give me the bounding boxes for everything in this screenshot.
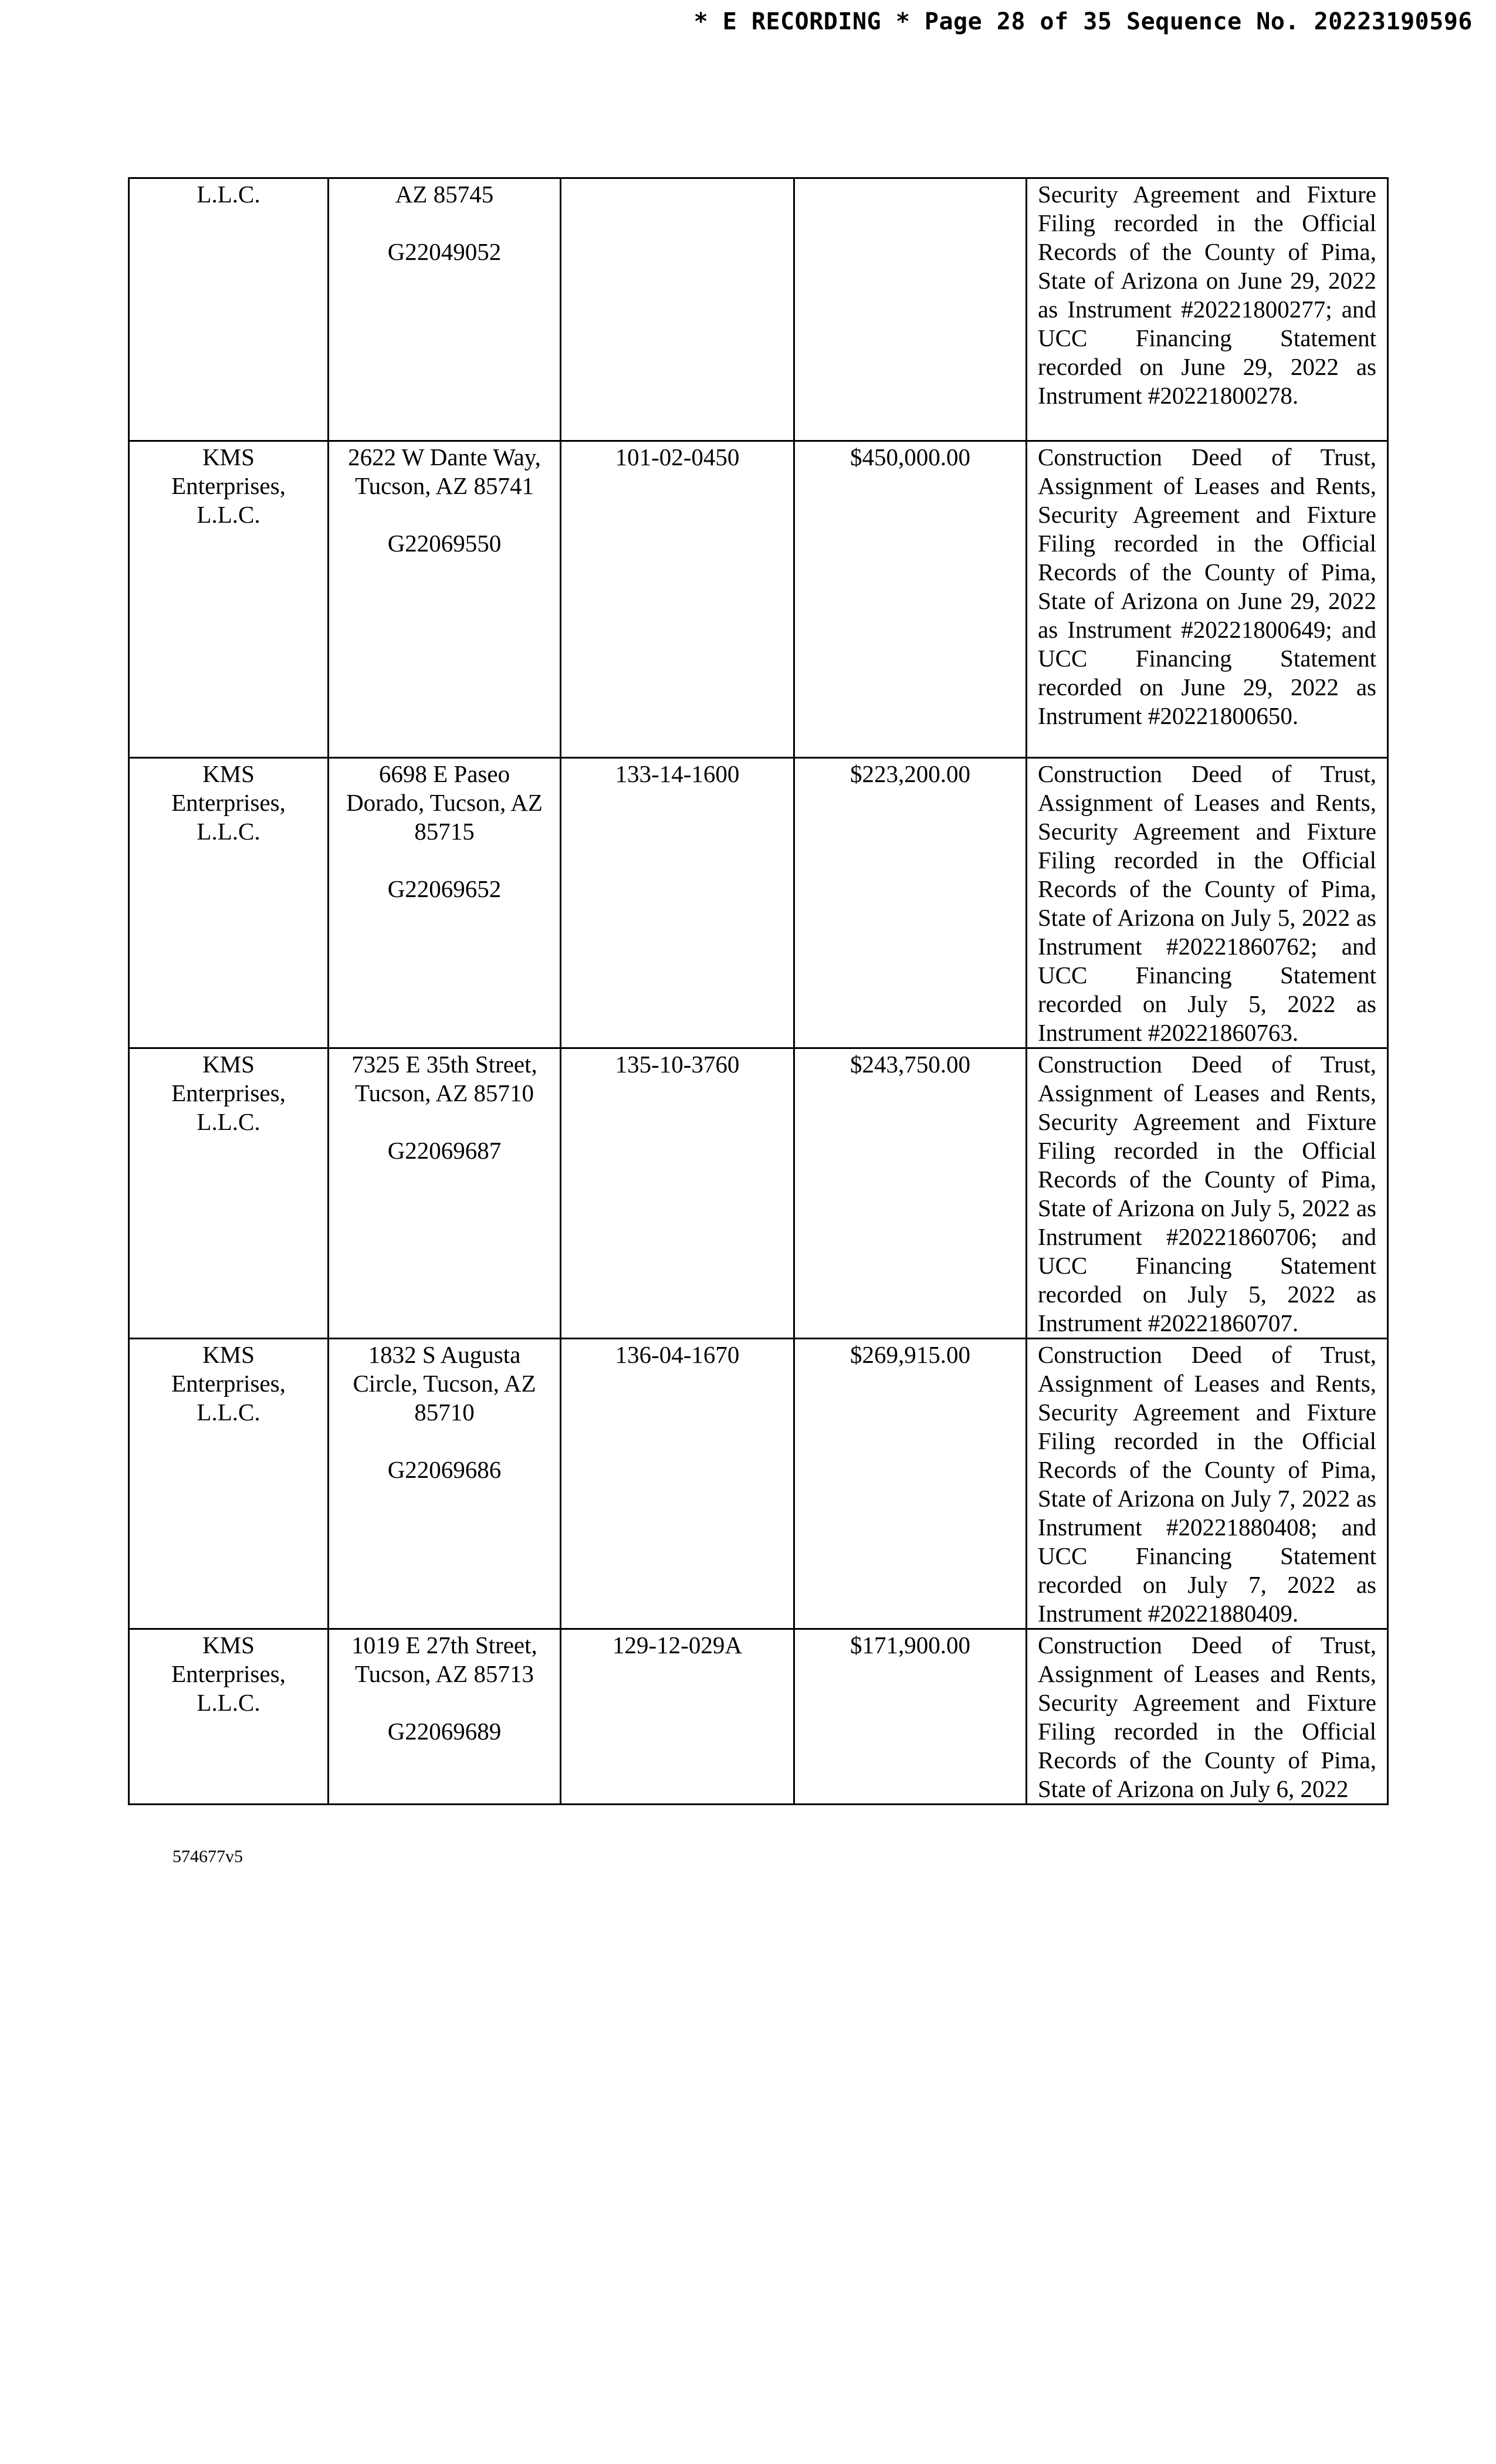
owner-line: L.L.C. xyxy=(197,818,260,845)
address-line: 7325 E 35th Street, xyxy=(351,1051,537,1078)
owner-cell xyxy=(129,441,329,758)
table-row xyxy=(129,1048,1388,1339)
property-code: G22069550 xyxy=(387,530,502,557)
address-cell xyxy=(329,1048,561,1339)
address-line: AZ 85745 xyxy=(395,181,494,208)
property-code: G22069689 xyxy=(387,1718,502,1745)
owner-line: KMS xyxy=(202,1051,255,1078)
amount-cell: $450,000.00 xyxy=(794,441,1027,758)
address-cell xyxy=(329,178,561,441)
owner-line: Enterprises, xyxy=(171,789,286,816)
address-cell xyxy=(329,1339,561,1629)
description-cell: Security Agreement and Fixture Filing recorded in the Official Records of the County of Pima, State of Arizona on June 29, 2022 as Instrument #20221800277; and UCC Financing Statement recorded on June 29, 2022 as Instrument #20221800278. xyxy=(1027,178,1388,441)
description-cell: Construction Deed of Trust, Assignment of Leases and Rents, Security Agreement and Fixture Filing recorded in the Official Records of the County of Pima, State of Arizona on July 5, 2022 as Instrument #20221860706; and UCC Financing Statement recorded on July 5, 2022 as Instrument #20221860707. xyxy=(1027,1048,1388,1339)
address-line: Tucson, AZ 85713 xyxy=(355,1660,534,1687)
property-code: G22049052 xyxy=(387,238,502,265)
parcel-cell: 101-02-0450 xyxy=(561,441,794,758)
parcel-cell: 133-14-1600 xyxy=(561,758,794,1048)
amount-cell: $223,200.00 xyxy=(794,758,1027,1048)
table-row xyxy=(129,758,1388,1048)
owner-line: L.L.C. xyxy=(197,1689,260,1716)
address-cell xyxy=(329,758,561,1048)
address-line: 2622 W Dante Way, xyxy=(348,444,541,471)
property-code: G22069687 xyxy=(387,1137,502,1164)
description-cell: Construction Deed of Trust, Assignment of Leases and Rents, Security Agreement and Fixture Filing recorded in the Official Records of the County of Pima, State of Arizona on June 29, 2022 as Instrument #20221800649; and UCC Financing Statement recorded on June 29, 2022 as Instrument #20221800650. xyxy=(1027,441,1388,758)
parcel-cell: 136-04-1670 xyxy=(561,1339,794,1629)
address-line: Circle, Tucson, AZ xyxy=(353,1370,536,1397)
owner-cell xyxy=(129,758,329,1048)
amount-cell: $171,900.00 xyxy=(794,1629,1027,1805)
owner-line: L.L.C. xyxy=(197,1108,260,1135)
address-line: 85710 xyxy=(414,1399,475,1426)
owner-cell xyxy=(129,178,329,441)
amount-cell xyxy=(794,178,1027,441)
address-line: 85715 xyxy=(414,818,475,845)
address-cell xyxy=(329,441,561,758)
owner-cell xyxy=(129,1048,329,1339)
property-code: G22069686 xyxy=(387,1456,502,1483)
owner-line: L.L.C. xyxy=(197,1399,260,1426)
description-cell: Construction Deed of Trust, Assignment of Leases and Rents, Security Agreement and Fixture Filing recorded in the Official Records of the County of Pima, State of Arizona on July 7, 2022 as Instrument #20221880408; and UCC Financing Statement recorded on July 7, 2022 as Instrument #20221880409. xyxy=(1027,1339,1388,1629)
address-line: Dorado, Tucson, AZ xyxy=(346,789,543,816)
parcel-cell: 129-12-029A xyxy=(561,1629,794,1805)
document-id: 574677v5 xyxy=(172,1847,243,1866)
owner-cell xyxy=(129,1629,329,1805)
owner-line: KMS xyxy=(202,444,255,471)
address-cell xyxy=(329,1629,561,1805)
table-row xyxy=(129,441,1388,758)
description-cell: Construction Deed of Trust, Assignment of Leases and Rents, Security Agreement and Fixture Filing recorded in the Official Records of the County of Pima, State of Arizona on July 5, 2022 as Instrument #20221860762; and UCC Financing Statement recorded on July 5, 2022 as Instrument #20221860763. xyxy=(1027,758,1388,1048)
amount-cell: $269,915.00 xyxy=(794,1339,1027,1629)
address-line: Tucson, AZ 85741 xyxy=(355,472,534,499)
owner-line: Enterprises, xyxy=(171,1370,286,1397)
address-line: 1019 E 27th Street, xyxy=(351,1632,537,1659)
owner-line: Enterprises, xyxy=(171,472,286,499)
recording-header: * E RECORDING * Page 28 of 35 Sequence No. 20223190596 xyxy=(693,8,1473,35)
owner-line: L.L.C. xyxy=(197,181,260,208)
property-code: G22069652 xyxy=(387,875,502,902)
description-cell: Construction Deed of Trust, Assignment of Leases and Rents, Security Agreement and Fixture Filing recorded in the Official Records of the County of Pima, State of Arizona on July 6, 2022 xyxy=(1027,1629,1388,1805)
address-line: Tucson, AZ 85710 xyxy=(355,1079,534,1106)
address-line: 6698 E Paseo xyxy=(378,760,510,787)
parcel-cell: 135-10-3760 xyxy=(561,1048,794,1339)
owner-line: L.L.C. xyxy=(197,501,260,528)
table-row xyxy=(129,178,1388,441)
owner-line: Enterprises, xyxy=(171,1660,286,1687)
owner-cell xyxy=(129,1339,329,1629)
owner-line: KMS xyxy=(202,760,255,787)
owner-line: KMS xyxy=(202,1341,255,1368)
amount-cell: $243,750.00 xyxy=(794,1048,1027,1339)
table-row xyxy=(129,1629,1388,1805)
table-row xyxy=(129,1339,1388,1629)
owner-line: KMS xyxy=(202,1632,255,1659)
address-line: 1832 S Augusta xyxy=(368,1341,521,1368)
parcel-cell xyxy=(561,178,794,441)
owner-line: Enterprises, xyxy=(171,1079,286,1106)
property-records-table xyxy=(128,177,1389,1805)
